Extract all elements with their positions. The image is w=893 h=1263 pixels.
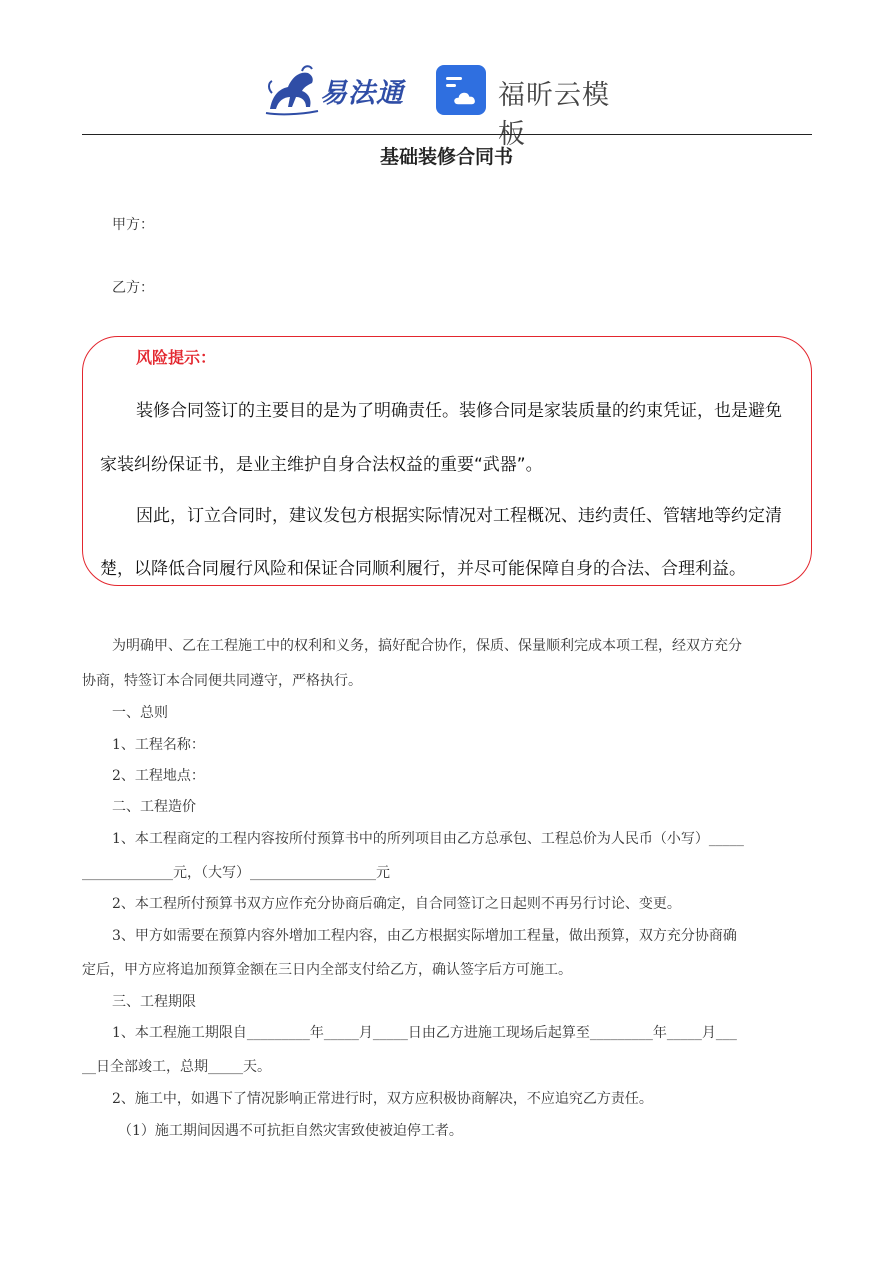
risk-notice-line: 装修合同签订的主要目的是为了明确责任。装修合同是家装质量的约束凭证，也是避免 [136,401,782,421]
clause-line: （1）施工期间因遇不可抗拒自然灾害致使被迫停工者。 [118,1123,463,1139]
yifatong-logo-text: 易法通 [320,78,404,109]
document-title: 基础装修合同书 [379,146,513,168]
risk-notice-line: 家装纠纷保证书，是业主维护自身合法权益的重要“武器”。 [100,455,543,475]
fuxin-logo [436,63,636,150]
clause-line: __日全部竣工，总期_____天。 [82,1059,271,1075]
clause-line: 3、甲方如需要在预算内容外增加工程内容，由乙方根据实际增加工程量，做出预算，双方充分协商确 [112,928,737,944]
qilin-logo-icon [262,63,322,119]
clause-line: 2、工程地点： [112,768,205,784]
cloud-template-logo-icon [436,65,486,115]
clause-line: _____________元，（大写）__________________元 [82,865,390,881]
header-divider [82,134,812,135]
yifatong-logo [262,63,414,119]
clause-line: 1、本工程施工期限自_________年_____月_____日由乙方进施工现场后起算至_________年_____月___ [112,1025,737,1041]
section-heading: 二、工程造价 [112,799,196,815]
body-paragraph-line: 为明确甲、乙在工程施工中的权利和义务，搞好配合协作，保质、保量顺利完成本项工程，经双方充分 [112,638,742,654]
section-heading: 三、工程期限 [112,994,196,1010]
risk-notice-line: 因此，订立合同时，建议发包方根据实际情况对工程概况、违约责任、管辖地等约定清 [136,506,782,526]
clause-line: 2、本工程所付预算书双方应作充分协商后确定，自合同签订之日起则不再另行讨论、变更。 [112,896,681,912]
risk-notice-box [82,336,812,586]
section-heading: 一、总则 [112,705,168,721]
party-b-label: 乙方： [112,280,154,296]
fuxin-logo-text: 福昕云模板 [498,80,610,150]
clause-line: 2、施工中，如遇下了情况影响正常进行时，双方应积极协商解决，不应追究乙方责任。 [112,1091,653,1107]
clause-line: 定后，甲方应将追加预算金额在三日内全部支付给乙方，确认签字后方可施工。 [82,962,572,978]
document-header [0,55,893,150]
party-a-label: 甲方： [112,217,154,233]
risk-notice-line: 楚，以降低合同履行风险和保证合同顺利履行，并尽可能保障自身的合法、合理利益。 [100,559,746,579]
clause-line: 1、本工程商定的工程内容按所付预算书中的所列项目由乙方总承包、工程总价为人民币（小写）_____ [112,831,744,847]
clause-line: 1、工程名称： [112,737,205,753]
risk-notice-heading: 风险提示： [136,348,217,367]
body-paragraph-line: 协商，特签订本合同便共同遵守，严格执行。 [82,673,362,689]
